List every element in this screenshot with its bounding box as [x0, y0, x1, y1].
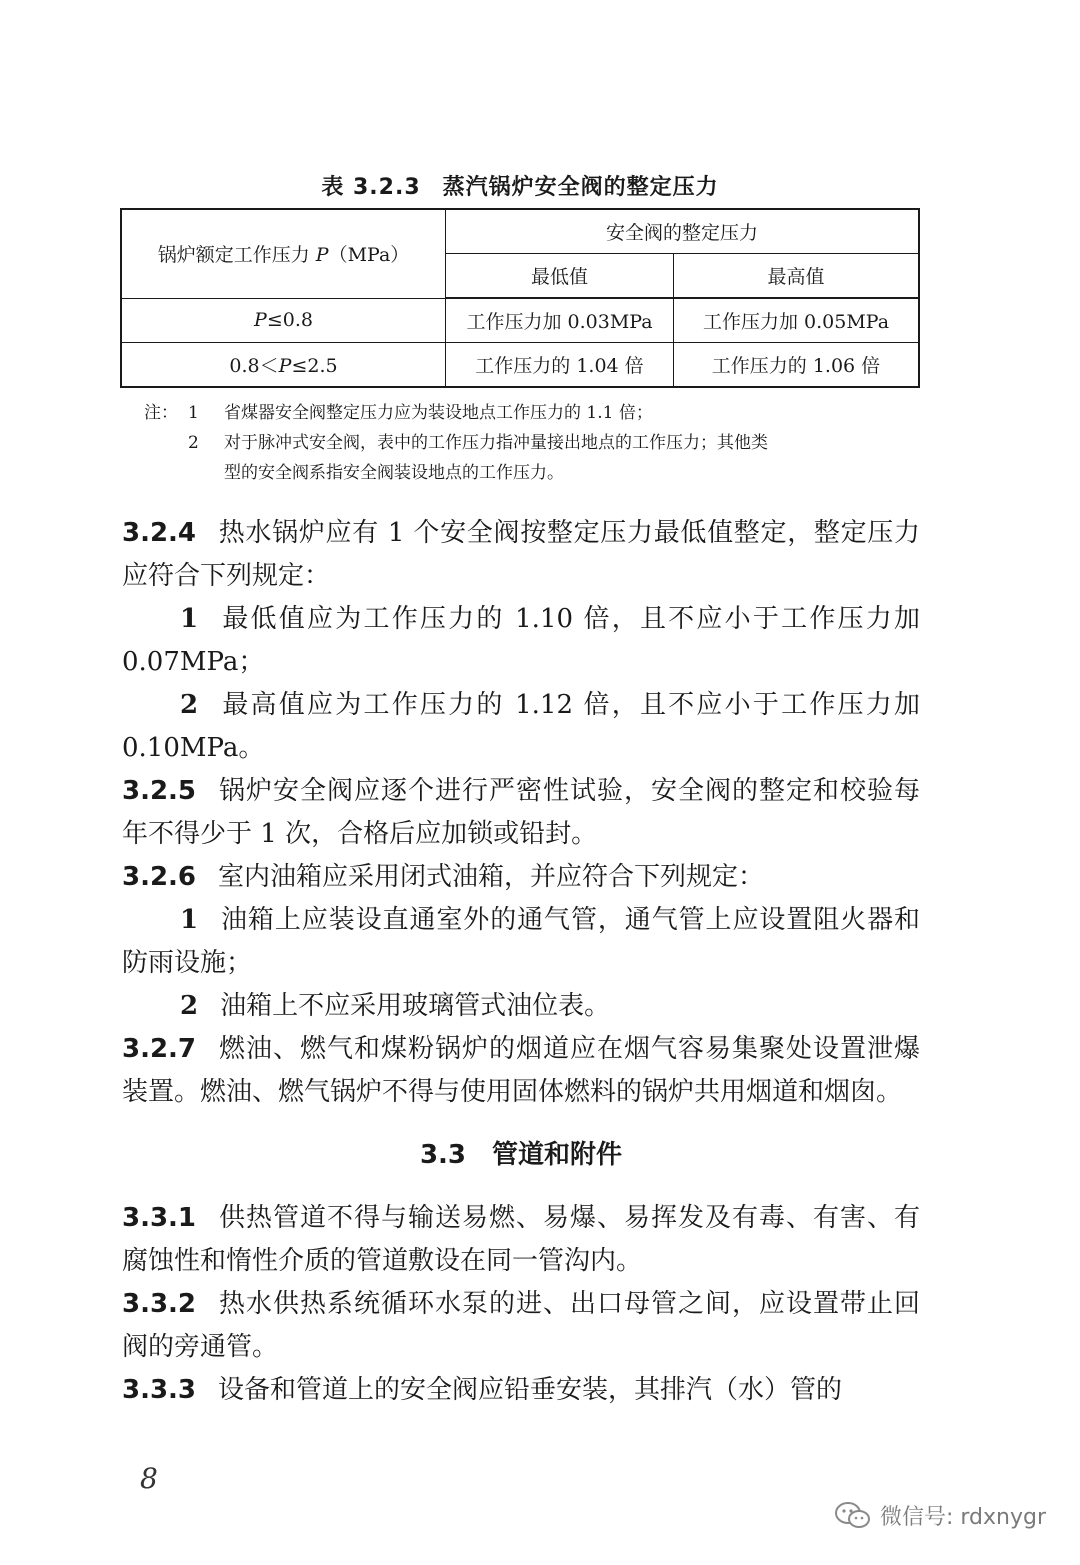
clause-3-2-6-item-2: 2 油箱上不应采用玻璃管式油位表。 [180, 991, 611, 1021]
clause-3-2-7: 3.2.7 燃油、燃气和煤粉锅炉的烟道应在烟气容易集聚处设置泄爆装置。燃油、燃气锅炉不得与使用固体燃料的锅炉共用烟道和烟囱。 [122, 1034, 920, 1107]
clause-3-2-5: 3.2.5 锅炉安全阀应逐个进行严密性试验，安全阀的整定和校验每年不得少于 1 次，合格后应加锁或铅封。 [122, 776, 920, 849]
notes-label: 注： [144, 403, 178, 423]
note-number: 1 [188, 403, 199, 423]
clause-3-2-6: 3.2.6 室内油箱应采用闭式油箱，并应符合下列规定： [122, 862, 765, 892]
table-row [121, 343, 919, 388]
wechat-icon [834, 1501, 872, 1531]
clause-3-3-2: 3.3.2 热水供热系统循环水泵的进、出口母管之间，应设置带止回阀的旁通管。 [122, 1289, 920, 1362]
header-rated-pressure: 锅炉额定工作压力 P（MPa） [121, 209, 446, 298]
table-notes [144, 398, 924, 488]
watermark-text: 微信号: rdxnygr [879, 1505, 1046, 1530]
cell-pressure-range: 0.8＜P≤2.5 [121, 343, 446, 388]
cell-max: 工作压力加 0.05MPa [674, 298, 920, 343]
page-number: 8 [140, 1462, 158, 1495]
note-number: 2 [188, 433, 199, 453]
clause-3-2-4: 3.2.4 热水锅炉应有 1 个安全阀按整定压力最低值整定，整定压力应符合下列规定： [122, 518, 920, 591]
table-title-text: 蒸汽锅炉安全阀的整定压力 [442, 175, 719, 200]
header-min: 最低值 [446, 254, 674, 299]
cell-min: 工作压力的 1.04 倍 [446, 343, 674, 388]
table-number: 表 3.2.3 [321, 175, 421, 200]
header-set-pressure: 安全阀的整定压力 [446, 209, 920, 254]
pressure-table [120, 208, 920, 388]
clause-3-2-4-item-2: 2 最高值应为工作压力的 1.12 倍，且不应小于工作压力加 0.10MPa。 [122, 690, 920, 763]
section-heading: 3.3 管道和附件 [419, 1140, 623, 1170]
clause-3-3-1: 3.3.1 供热管道不得与输送易燃、易爆、易挥发及有毒、有害、有腐蚀性和惰性介质的管道敷设在同一管沟内。 [122, 1203, 920, 1276]
watermark [834, 1500, 1046, 1531]
clause-3-3-3: 3.3.3 设备和管道上的安全阀应铅垂安装，其排汽（水）管的 [122, 1375, 843, 1405]
header-max: 最高值 [674, 254, 920, 299]
cell-max: 工作压力的 1.06 倍 [674, 343, 920, 388]
cell-min: 工作压力加 0.03MPa [446, 298, 674, 343]
clause-3-2-4-item-1: 1 最低值应为工作压力的 1.10 倍，且不应小于工作压力加 0.07MPa； [122, 604, 920, 677]
note-text: 对于脉冲式安全阀，表中的工作压力指冲量接出地点的工作压力；其他类 [224, 433, 768, 453]
table-title [120, 170, 920, 201]
body-text [122, 512, 920, 1412]
note-text: 省煤器安全阀整定压力应为装设地点工作压力的 1.1 倍； [224, 403, 653, 423]
note-text-continued: 型的安全阀系指安全阀装设地点的工作压力。 [224, 463, 564, 483]
cell-pressure-range: P≤0.8 [121, 298, 446, 343]
table-row [121, 298, 919, 343]
clause-3-2-6-item-1: 1 油箱上应装设直通室外的通气管，通气管上应设置阻火器和防雨设施； [122, 905, 920, 978]
